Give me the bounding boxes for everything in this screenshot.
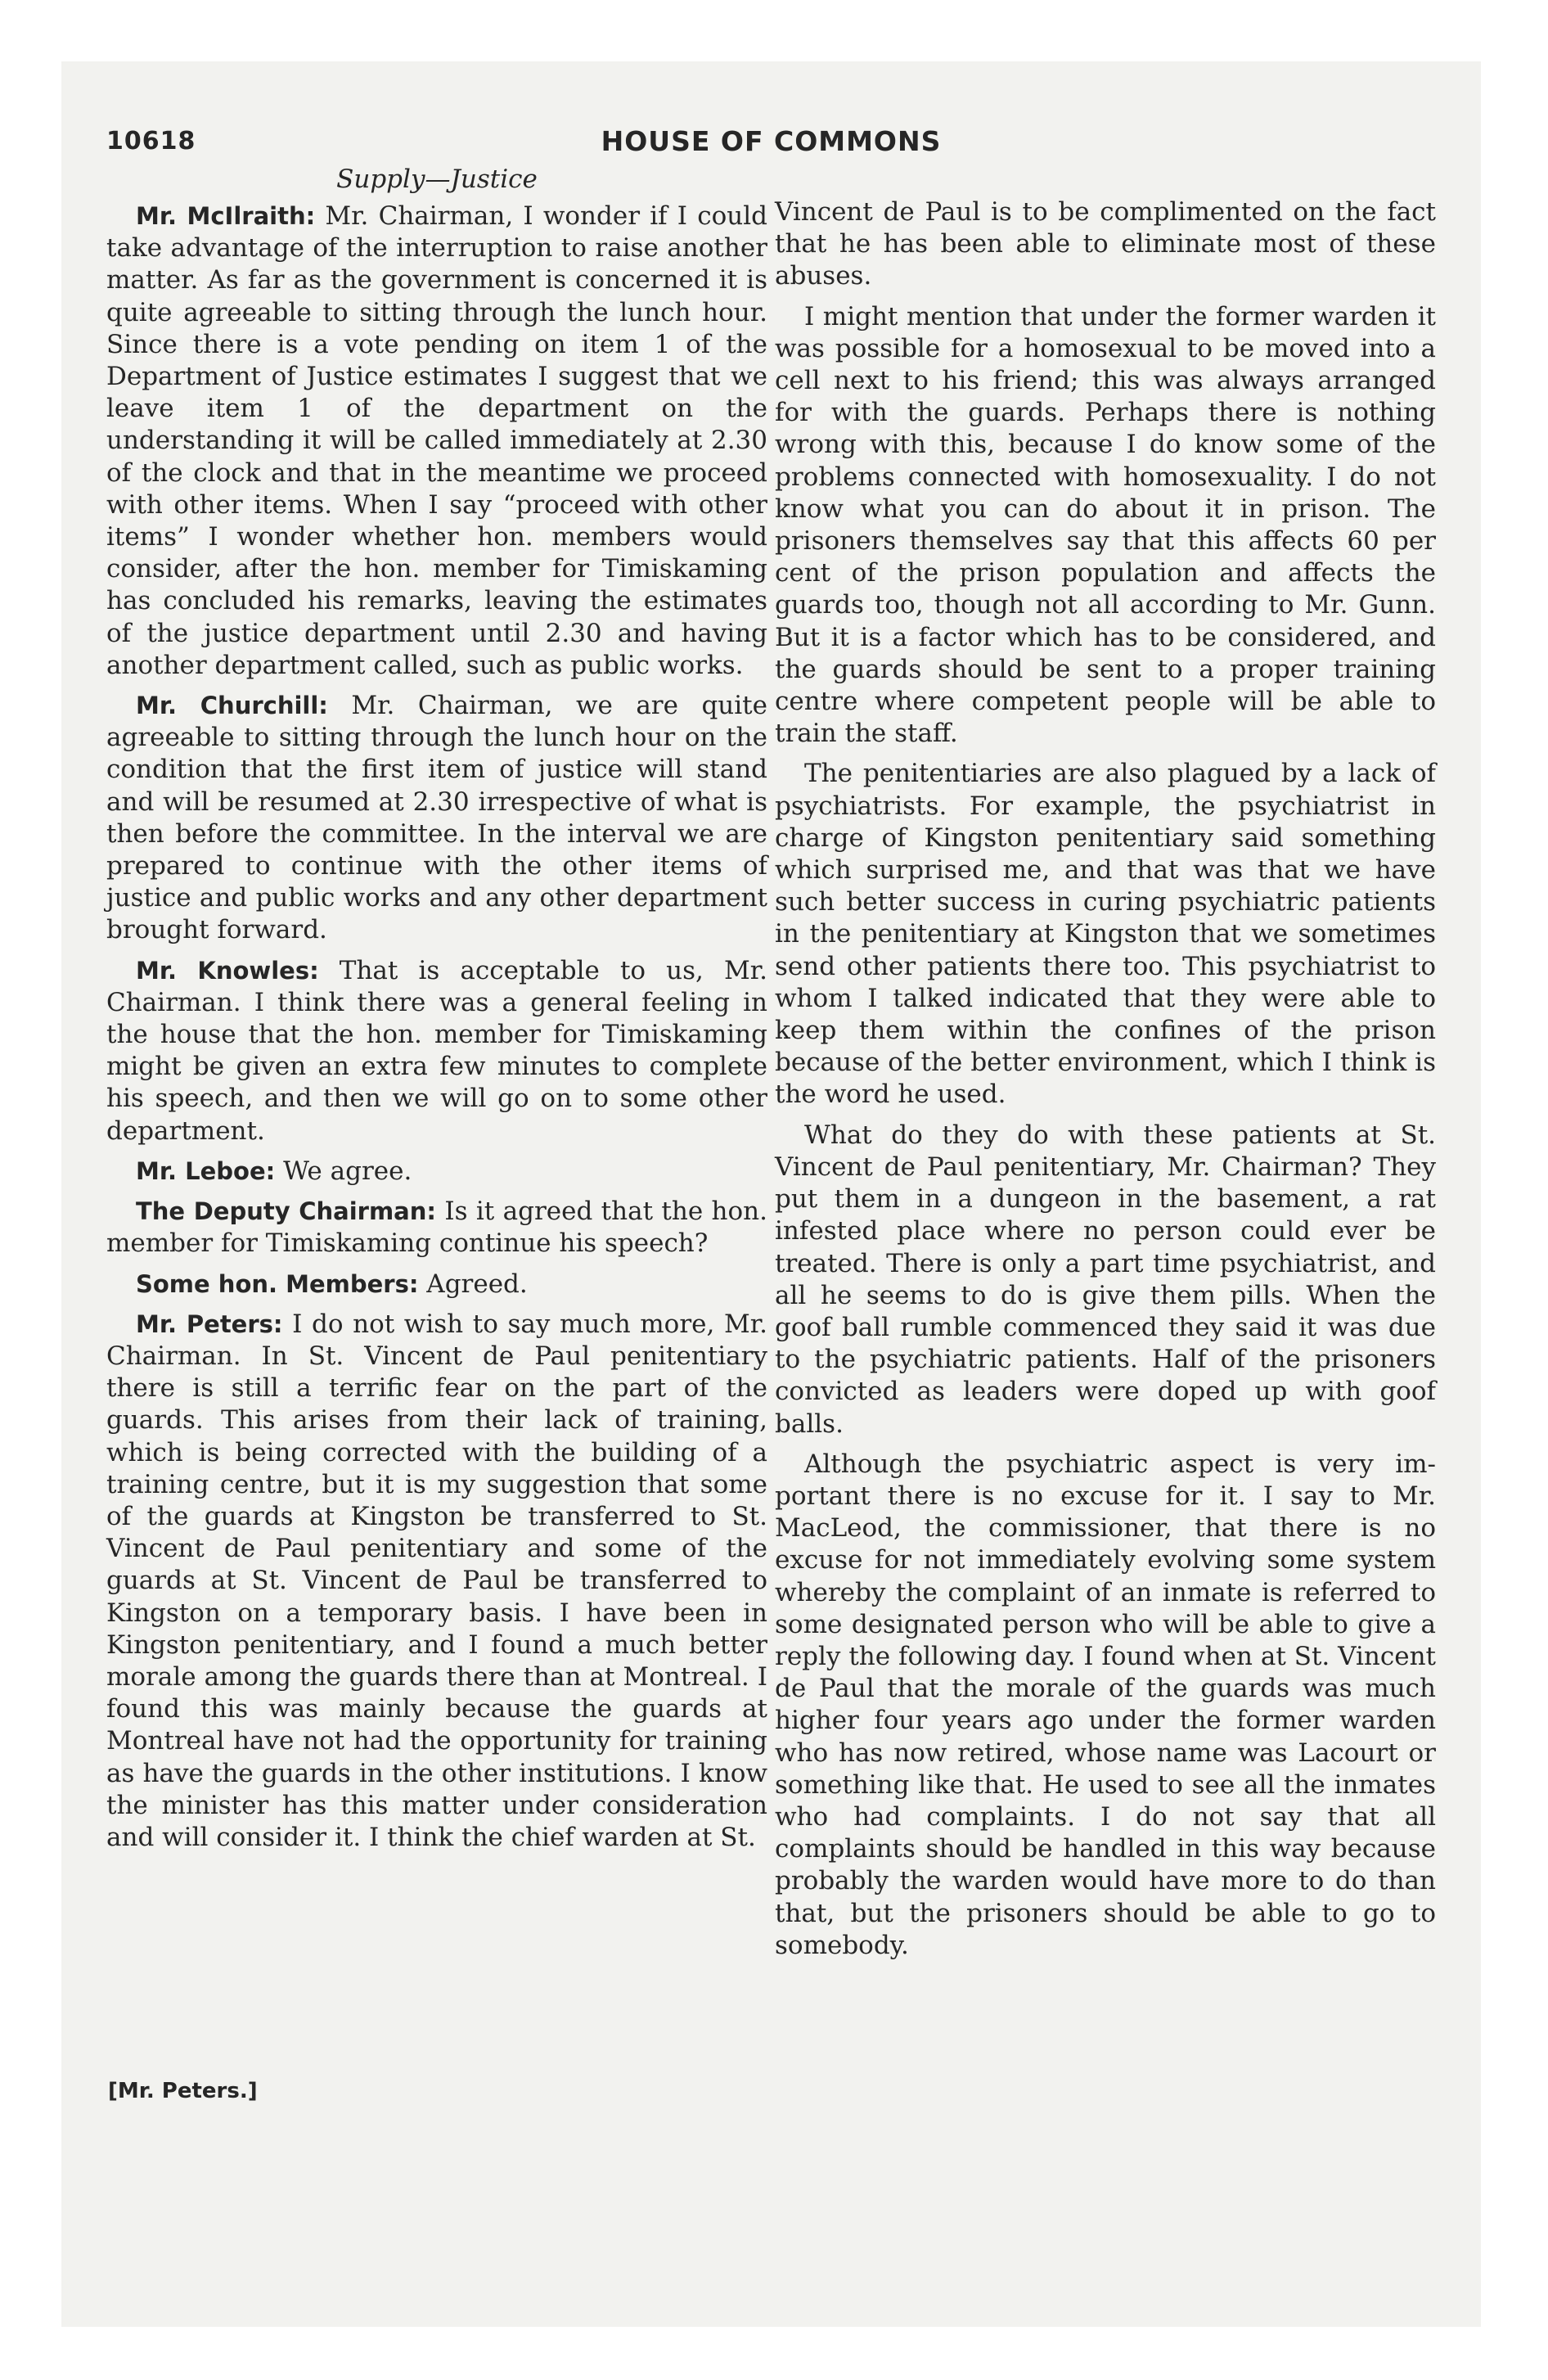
speech-text: Mr. Chairman, we are quite agreeable to sitting through the lunch hour on the condition that the first item of justice will stand and will be resumed at 2.30 irrespective of what is then before the committee. In the interval we are prepared to continue with the other items of justice and public works and any other department brought forward.	[106, 691, 767, 945]
paragraph: I might mention that under the former warden it was possible for a homosexual to be moved into a cell next to his friend; this was always arranged for with the guards. Perhaps there is nothing wrong with this, because I do know some of the problems connected with homosexuality. I do not know what you can do about it in prison. The prisoners themselves say that this affects 60 per cent of the prison population and affects the guards too, though not all according to Mr. Gunn. But it is a factor which has to be considered, and the guards should be sent to a proper training centre where competent people will be able to train the staff.	[775, 301, 1436, 749]
speaker-name: The Deputy Chairman:	[136, 1197, 436, 1226]
speech-text: That is acceptable to us, Mr. Chairman. I think there was a general feeling in the house that the hon. member for Timiskaming might be given an extra few minutes to complete his speech, and then we will go on to some other department.	[106, 955, 768, 1146]
speaker-name: Mr. McIlraith:	[136, 202, 316, 230]
speech-text: I do not wish to say much more, Mr. Chairman. In St. Vincent de Paul penitentiary there is still a terrific fear on the part of the guards. This arises from their lack of training, which is being corrected with the building of a training centre, but it is my suggestion that some of the guards at Kingston be transferred to St. Vincent de Paul penitentiary and some of the guards at St. Vincent de Paul be transferred to Kingston on a temporary basis. I have been in Kingston penitentiary, and I found a much better morale among the guards there than at Montreal. I found this was mainly because the guards at Montreal have not had the opportunity for training as have the guards in the other institutions. I know the minister has this matter under consideration and will consider it. I think the chief warden at St.	[106, 1309, 767, 1852]
speech-text: Mr. Chairman, I wonder if I could take advantage of the interruption to raise another matter. As far as the government is concerned it is quite agreeable to sitting through the lunch hour. Since there is a vote pending on item 1 of the Department of Justice estimates I suggest that we leave item 1 of the department on the understanding it will be called immediately at 2.30 of the clock and that in the meantime we proceed with other items. When I say “proceed with other items” I wonder whether hon. members would consider, after the hon. member for Timiskaming has concluded his remarks, leaving the estimates of the justice department until 2.30 and having another department called, such as public works.	[106, 201, 767, 680]
running-head: HOUSE OF COMMONS	[601, 125, 942, 157]
paragraph	[106, 201, 767, 682]
speaker-name: Mr. Leboe:	[136, 1156, 276, 1185]
paragraph	[106, 690, 767, 947]
right-column	[775, 196, 1436, 1970]
speech-text: Agreed.	[418, 1269, 528, 1299]
left-column	[106, 201, 767, 1862]
speaker-footer: [Mr. Peters.]	[108, 2079, 258, 2103]
paragraph	[106, 1196, 767, 1260]
paragraph: Vincent de Paul is to be complimented on the fact that he has been able to eliminate most of these abuses.	[775, 197, 1436, 291]
speech-text: We agree.	[275, 1156, 412, 1186]
paragraph: Although the psychiatric aspect is very important there is no excuse for it. I say to Mr. MacLeod, the commissioner, that there is no excuse for not immediately evolving some system whereby the complaint of an inmate is referred to some designated person who will be able to give a reply the following day. I found when at St. Vincent de Paul that the morale of the guards was much higher four years ago under the former warden who has now retired, whose name was Lacourt or something like that. He used to see all the inmates who had complaints. I do not say that all complaints should be handled in this way because probably the warden would have more to do than that, but the prisoners should be able to go to somebody.	[775, 1449, 1436, 1960]
section-subhead: Supply—Justice	[336, 165, 538, 194]
speaker-name: Mr. Knowles:	[136, 956, 319, 985]
speaker-name: Mr. Peters:	[136, 1309, 283, 1338]
page-sheet	[61, 61, 1481, 2327]
speaker-name: Some hon. Members:	[136, 1269, 419, 1298]
paragraph	[106, 1269, 767, 1300]
paragraph: The penitentiaries are also plagued by a lack of psychiatrists. For example, the psychiatrist in charge of Kingston penitentiary said something which surprised me, and that was that we have such better success in curing psychiatric patients in the penitentiary at Kingston that we sometimes send other patients there too. This psychiatrist to whom I talked indicated that they were able to keep them within the confines of the prison because of the better environment, which I think is the word he used.	[775, 759, 1436, 1110]
paragraph: What do they do with these patients at St. Vincent de Paul penitentiary, Mr. Chairman? They put them in a dungeon in the basement, a rat infested place where no person could ever be treated. There is only a part time psychiatrist, and all he seems to do is give them pills. When the goof ball rumble commenced they said it was due to the psychiatric patients. Half of the prisoners convicted as leaders were doped up with goof balls.	[775, 1120, 1436, 1439]
paragraph	[106, 955, 767, 1147]
page-number: 10618	[106, 127, 196, 156]
paragraph	[106, 1156, 767, 1188]
speech-text: Is it agreed that the hon. member for Timiskaming continue his speech?	[106, 1197, 767, 1259]
paragraph	[106, 1309, 767, 1854]
speaker-name: Mr. Churchill:	[136, 692, 328, 720]
